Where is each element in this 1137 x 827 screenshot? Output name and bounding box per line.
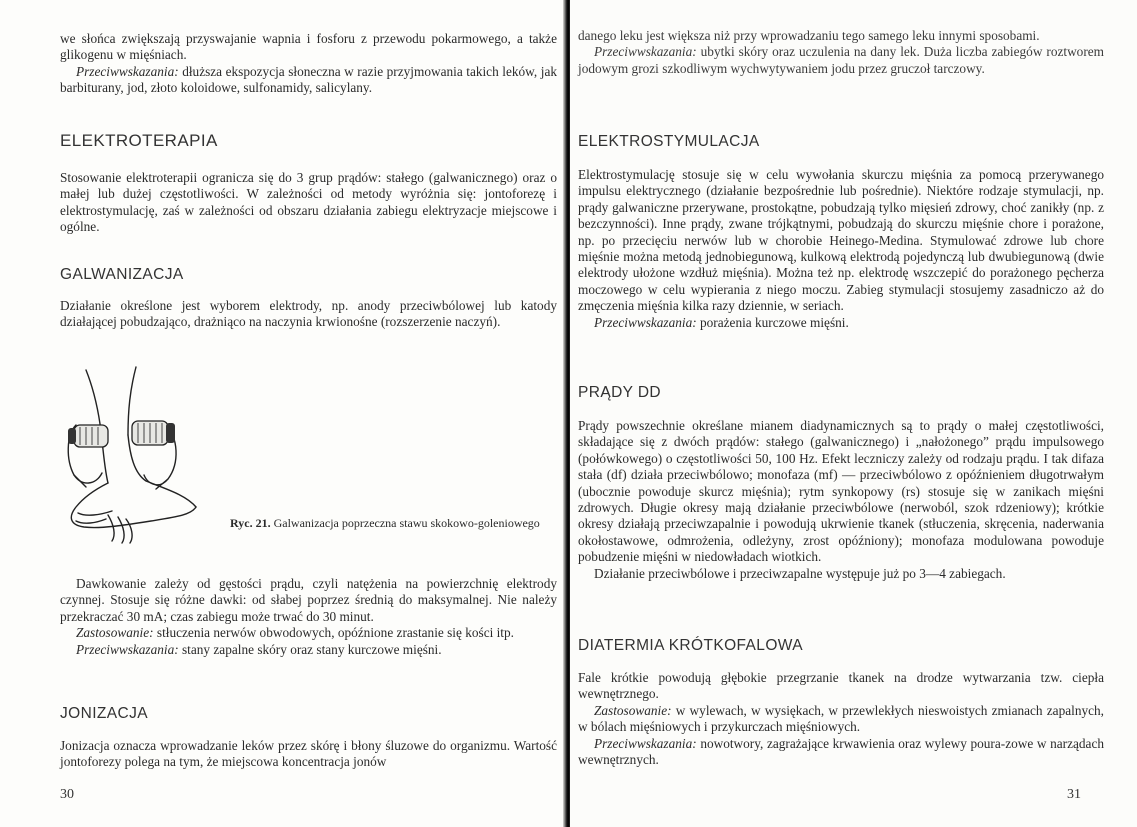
contra-label: Przeciwwskazania: — [76, 641, 179, 657]
diatermia-paragraph: Fale krótkie powodują głębokie przegrzanie tkanek na drodze wytwarzania tzw. ciepła wewnętrznego. — [578, 670, 1104, 702]
diatermia-contraindications — [578, 736, 1104, 769]
intro-contraindications — [60, 64, 557, 97]
zast-label: Zastosowanie: — [76, 625, 154, 641]
right-intro-paragraph: danego leku jest większa niż przy wprowadzaniu tego samego leku innymi sposobami. — [578, 28, 1040, 43]
contra-label: Przeciwwskazania: — [594, 44, 697, 60]
prady-dd-paragraph: Prądy powszechnie określane mianem diadynamicznych są to prądy o małej częstotliwości, składające się z dwóch prądów: stałego (galwanicznego) i „nałożonego” prądu impulsowego (połówkowego) o częstotliwości 50, 100 Hz. Efekt leczniczy zależy od rodzaju prądu. I tak difaza stała (df) działa przeciwbólowo; monofaza (mf) — przeciwbólowo z opóźnieniem długotrwałym (ubocznie powoduje skurcz mięśnia); rytm synkopowy (rs) stosuje się w zanikach mięśni zdrowych. Długie okresy mają działanie przeciwbólowe (nerwoból, szok rdzeniowy); krótkie okresy działają przeciwzapalnie i powodują ukrwienie tkanek (stłuczenia, skręcenia, naderwania okołostawowe, odmrożenia, odleżyny, zrost opóźniony); monofaza modulowana powoduje pobudzenie mięśni w niedowładach wiotkich. — [578, 418, 1104, 565]
heading-diatermia: DIATERMIA KRÓTKOFALOWA — [578, 637, 803, 654]
left-page — [0, 0, 566, 827]
zast-label: Zastosowanie: — [594, 702, 672, 718]
contra-text: porażenia kurczowe mięśni. — [696, 314, 849, 330]
figure-caption — [230, 516, 560, 531]
heading-galwanizacja: GALWANIZACJA — [60, 266, 184, 283]
contra-label: Przeciwwskazania: — [594, 735, 697, 751]
intro-paragraph: we słońca zwiększają przyswajanie wapnia i fosforu z przewodu pokarmowego, a także glikogenu w mięśniach. — [60, 31, 557, 63]
galvanization-figure — [56, 365, 232, 545]
right-intro-contraindications — [578, 44, 1104, 77]
contra-text: ubytki skóry oraz uczulenia na dany lek. Duża liczba zabiegów roztworem jodowym grozi szkodliwym wychwytywaniem jodu przez gruczoł tarczowy. — [578, 44, 1104, 76]
heading-elektroterapia: ELEKTROTERAPIA — [60, 131, 218, 150]
intro-text — [60, 31, 557, 97]
jonizacja-text — [60, 738, 557, 771]
zast-text: stłuczenia nerwów obwodowych, opóźnione zrastanie się kości itp. — [153, 625, 514, 641]
dawkowanie-text — [60, 576, 557, 658]
contra-label: Przeciwwskazania: — [594, 314, 697, 330]
heading-prady-dd: PRĄDY DD — [578, 384, 662, 401]
jonizacja-paragraph: Jonizacja oznacza wprowadzanie leków przez skórę i błony śluzowe do organizmu. Wartość jontoforezy polega na tym, że miejscowa koncentracja jonów — [60, 738, 557, 770]
diatermia-zastosowanie — [578, 703, 1104, 736]
caption-label: Ryc. 21. — [230, 516, 271, 530]
contra-text: stany zapalne skóry oraz stany kurczowe mięśni. — [178, 641, 442, 657]
elektroterapia-text — [60, 170, 557, 236]
galwanizacja-text — [60, 298, 557, 331]
page-number-right: 31 — [1067, 787, 1081, 802]
galwanizacja-paragraph: Działanie określone jest wyborem elektrody, np. anody przeciwbólowej lub katody działającej pobudzająco, drażniąco na naczynia krwionośne (rozszerzenie naczyń). — [60, 298, 557, 330]
contra-text: nowotwory, zagrażające krwawienia oraz wylewy poura-zowe w narządach wewnętrznych. — [578, 735, 1104, 768]
right-intro-text — [578, 28, 1104, 77]
prady-dd-text — [578, 418, 1104, 582]
caption-text: Galwanizacja poprzeczna stawu skokowo-goleniowego — [270, 516, 540, 530]
right-page — [570, 0, 1137, 827]
elektrostymulacja-text — [578, 167, 1104, 331]
electrode-right — [132, 421, 175, 445]
prady-dd-paragraph-2: Działanie przeciwbólowe i przeciwzapalne występuje już po 3—4 zabiegach. — [594, 565, 1006, 581]
heading-elektrostymulacja: ELEKTROSTYMULACJA — [578, 133, 760, 150]
diatermia-text — [578, 670, 1104, 768]
elektrostymulacja-contraindications — [578, 315, 1104, 331]
dawkowanie-contraindications — [60, 642, 557, 658]
dawkowanie-zastosowanie — [60, 625, 557, 641]
foot-outline — [71, 483, 196, 528]
elektrostymulacja-paragraph: Elektrostymulację stosuje się w celu wywołania skurczu mięśnia za pomocą przerywanego impulsu elektrycznego (działanie bezpośrednie lub pośrednie). Niektóre rodzaje stymulacji, np. prądy galwaniczne przerywane, prostokątne, pobudzają tylko mięsień zdrowy, choć zanikły (np. z bezczynności). Inne prądy, zwane trójkątnymi, pobudzają do skurczu mięśnie chore i porażone, np. po przecięciu nerwów lub w chorobie Heinego-Medina. Stymulować zdrowe lub chore mięśnie można metodą jednobiegunową, kulkową elektrodą pojedynczą lub dwubiegunową (dwie elektrody ułożone wzdłuż mięśnia). Można też np. elektrodę wszczepić do porażonego pęcherza moczowego w celu wypierania z niego moczu. Zabieg stymulacji stosujemy zasadniczo aż do zmęczenia mięśnia kilka razy dziennie, w seriach. — [578, 167, 1104, 314]
contra-label: Przeciwwskazania: — [76, 63, 179, 79]
page-number-left: 30 — [60, 787, 74, 802]
dawkowanie-paragraph: Dawkowanie zależy od gęstości prądu, czyli natężenia na powierzchnię elektrody czynnej. Stosuje się różne dawki: od słabej poprzez średnią do maksymalnej. Nie należy przekraczać 30 mA; czas zabiegu może trwać do 30 minut. — [60, 576, 557, 624]
contra-text: dłuższa ekspozycja słoneczna w razie przyjmowania takich leków, jak barbiturany, jod, złoto koloidowe, sulfonamidy, salicylany. — [60, 63, 557, 96]
elektroterapia-paragraph: Stosowanie elektroterapii ogranicza się do 3 grup prądów: stałego (galwanicznego) oraz o małej lub dużej częstotliwości. W zależności od metody wyróżnia się: jontoforezę i elektrostymulację, zaś w zależności od obszaru działania zabiegu elektryzacje miejscowe i ogólne. — [60, 170, 557, 235]
electrode-left — [68, 425, 108, 447]
heading-jonizacja: JONIZACJA — [60, 705, 148, 722]
zast-text: w wylewach, w wysiękach, w przewlekłych nieswoistych zmianach zapalnych, w bólach mięśniowych i przykurczach mięśniowych. — [578, 702, 1104, 735]
